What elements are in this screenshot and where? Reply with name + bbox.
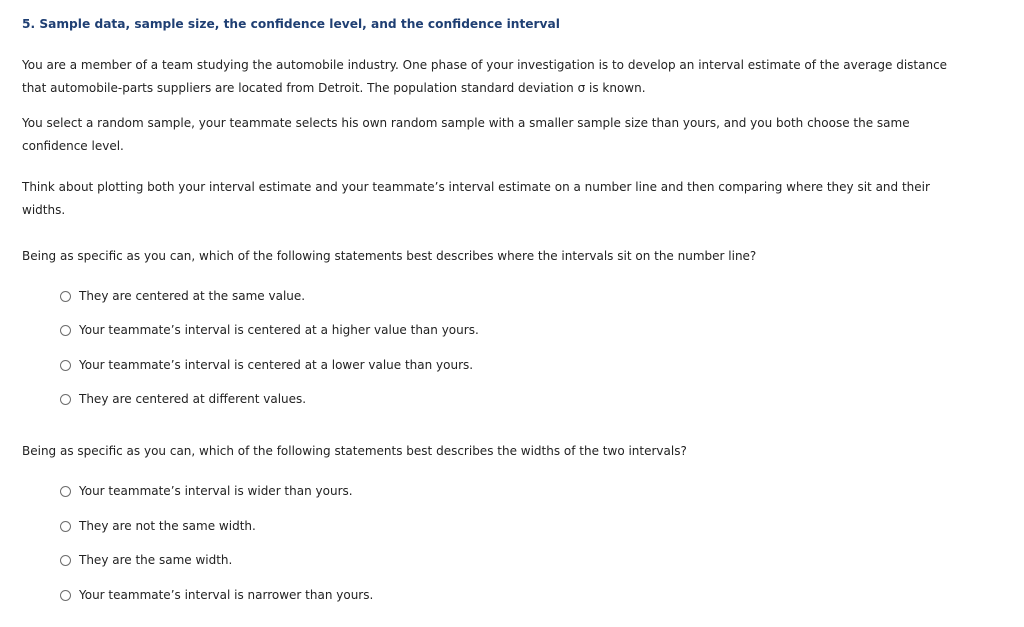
width-option-same[interactable] [60,552,232,568]
position-option-same-center[interactable] [60,288,305,304]
radio-button[interactable] [60,486,71,497]
question-position-prompt: Being as specific as you can, which of the following statements best describes where the intervals sit on the number line? [22,249,757,263]
radio-button[interactable] [60,394,71,405]
width-option-not-same[interactable] [60,518,256,534]
radio-button[interactable] [60,590,71,601]
option-label: They are centered at the same value. [79,289,306,303]
plotting-paragraph: Think about plotting both your interval estimate and your teammate’s interval estimate on a number line and then comparing where they sit and their widths. [22,180,930,217]
position-option-lower-center[interactable] [60,357,473,373]
radio-button[interactable] [60,291,71,302]
radio-button[interactable] [60,521,71,532]
option-label: They are not the same width. [79,519,256,533]
option-label: Your teammate’s interval is centered at a higher value than yours. [79,323,479,337]
option-label: They are the same width. [79,553,233,567]
option-label: Your teammate’s interval is centered at a lower value than yours. [79,358,474,372]
position-option-different-centers[interactable] [60,391,306,407]
position-option-higher-center[interactable] [60,322,479,338]
option-label: Your teammate’s interval is narrower than yours. [79,588,374,602]
radio-button[interactable] [60,325,71,336]
option-label: Your teammate’s interval is wider than yours. [79,484,353,498]
question-width-prompt: Being as specific as you can, which of the following statements best describes the widths of the two intervals? [22,444,687,458]
intro-paragraph: You are a member of a team studying the automobile industry. One phase of your investigation is to develop an interval estimate of the average distance that automobile-parts suppliers are located from Detroit. The population standard deviation σ is known. [22,58,948,95]
question-title: 5. Sample data, sample size, the confidence level, and the confidence interval [22,17,560,31]
sample-paragraph: You select a random sample, your teammate selects his own random sample with a smaller sample size than yours, and you both choose the same confidence level. [22,116,910,153]
radio-button[interactable] [60,555,71,566]
width-option-teammate-wider[interactable] [60,483,353,499]
radio-button[interactable] [60,360,71,371]
option-label: They are centered at different values. [79,392,307,406]
width-option-teammate-narrower[interactable] [60,587,373,603]
